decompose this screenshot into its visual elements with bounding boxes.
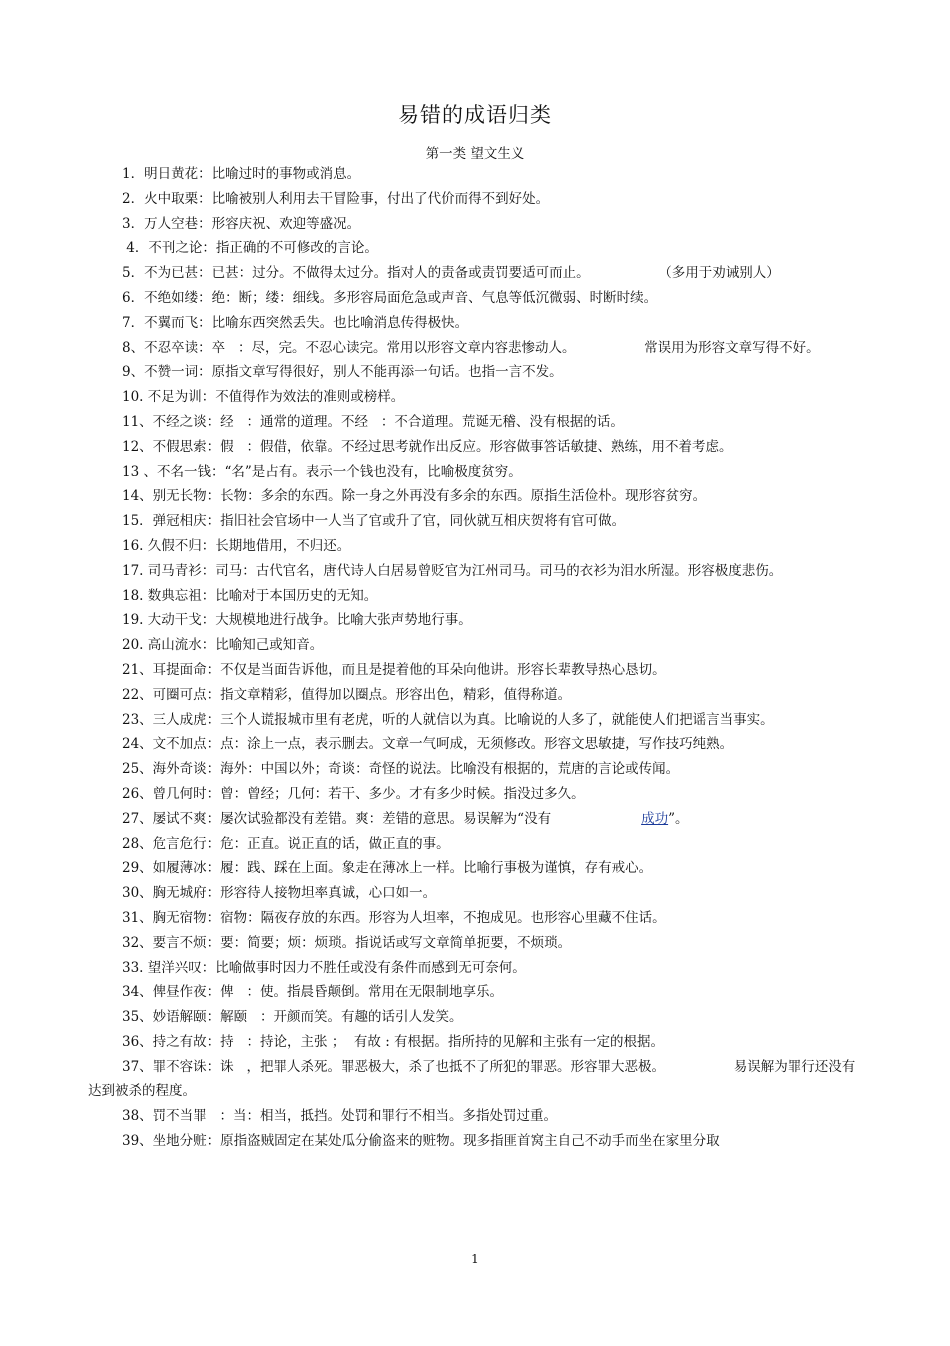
list-item: 6．不绝如缕：绝：断；缕：细线。多形容局面危急或声音、气息等低沉微弱、时断时续。 bbox=[122, 289, 658, 306]
section-heading: 第一类 望文生义 bbox=[425, 146, 525, 162]
list-item: 13 、不名一钱：“名”是占有。表示一个钱也没有，比喻极度贫穷。 bbox=[122, 463, 522, 480]
list-item: 19. 大动干戈：大规模地进行战争。比喻大张声势地行事。 bbox=[122, 612, 472, 629]
list-item: 15．弹冠相庆：指旧社会官场中一人当了官或升了官，同伙就互相庆贺将有官可做。 bbox=[122, 513, 626, 530]
list-item: 23、三人成虎：三个人谎报城市里有老虎，听的人就信以为真。比喻说的人多了，就能使人们把谣言当事实。 bbox=[122, 711, 774, 728]
list-item: 4．不刊之论：指正确的不可修改的言论。 bbox=[122, 240, 378, 257]
list-item: 7．不翼而飞：比喻东西突然丢失。也比喻消息传得极快。 bbox=[122, 314, 469, 331]
list-item: 12、不假思索：假 ：假借，依靠。不经过思考就作出反应。形容做事答话敏捷、熟练，用不着考虑。 bbox=[122, 438, 733, 455]
list-item: 10. 不足为训：不值得作为效法的准则或榜样。 bbox=[122, 389, 405, 406]
list-item: 21、耳提面命：不仅是当面告诉他，而且是提着他的耳朵向他讲。形容长辈教导热心恳切。 bbox=[122, 661, 666, 678]
list-item: 18. 数典忘祖：比喻对于本国历史的无知。 bbox=[122, 587, 378, 604]
list-item: 38、罚不当罪 ：当：相当，抵挡。处罚和罪行不相当。多指处罚过重。 bbox=[122, 1108, 558, 1125]
list-item: 24、文不加点：点：涂上一点，表示删去。文章一气呵成，无须修改。形容文思敏捷，写作技巧纯熟。 bbox=[122, 736, 734, 753]
idiom-list bbox=[88, 162, 860, 1154]
list-item: 1．明日黄花：比喻过时的事物或消息。 bbox=[122, 166, 361, 182]
list-item: 31、胸无宿物：宿物：隔夜存放的东西。形容为人坦率，不抱成见。也形容心里藏不住话。 bbox=[122, 909, 666, 926]
list-item: 29、如履薄冰：履：践、踩在上面。象走在薄冰上一样。比喻行事极为谨慎，存有戒心。 bbox=[122, 860, 653, 877]
list-item-27 bbox=[88, 807, 860, 832]
entry-27-link[interactable]: 成功 bbox=[641, 810, 669, 827]
list-item: 2．火中取栗：比喻被别人利用去干冒险事，付出了代价而得不到好处。 bbox=[122, 190, 550, 207]
list-item: 3．万人空巷：形容庆祝、欢迎等盛况。 bbox=[122, 215, 361, 232]
list-item: 37、罪不容诛：诛 ，把罪人杀死。罪恶极大，杀了也抵不了所犯的罪恶。形容罪大恶极。 易误解为罪行还没有达到被杀的程度。 bbox=[88, 1058, 856, 1100]
list-item: 39、坐地分赃：原指盗贼固定在某处瓜分偷盗来的赃物。现多指匪首窝主自己不动手而坐在家里分取 bbox=[122, 1133, 720, 1150]
list-item: 9、不赞一词：原指文章写得很好，别人不能再添一句话。也指一言不发。 bbox=[122, 364, 563, 381]
entry-27-end: ”。 bbox=[668, 810, 689, 827]
list-item: 33. 望洋兴叹：比喻做事时因力不胜任或没有条件而感到无可奈何。 bbox=[122, 959, 526, 976]
list-item: 36、持之有故：持 ：持论，主张 ； 有故 : 有根据。指所持的见解和主张有一定的根据。 bbox=[122, 1033, 665, 1050]
list-item: 22、可圈可点：指文章精彩，值得加以圈点。形容出色，精彩，值得称道。 bbox=[122, 686, 572, 703]
list-item: 35、妙语解颐：解颐 ：开颜而笑。有趣的话引人发笑。 bbox=[122, 1009, 463, 1026]
entry-27-text: 27、屡试不爽：屡次试验都没有差错。爽：差错的意思。易误解为“没有 bbox=[122, 810, 552, 827]
list-item: 25、海外奇谈：海外：中国以外；奇谈：奇怪的说法。比喻没有根据的，荒唐的言论或传闻。 bbox=[122, 761, 680, 778]
list-item: 14、别无长物：长物：多余的东西。除一身之外再没有多余的东西。原指生活俭朴。现形容贫穷。 bbox=[122, 488, 707, 505]
list-item: 8、不忍卒读：卒 ：尽，完。不忍心读完。常用以形容文章内容悲惨动人。 常误用为形容文章写得不好。 bbox=[122, 339, 820, 356]
list-item: 34、俾昼作夜：俾 ：使。指晨昏颠倒。常用在无限制地享乐。 bbox=[122, 984, 504, 1001]
page-title: 易错的成语归类 bbox=[398, 103, 552, 127]
list-item: 5．不为已甚：已甚：过分。不做得太过分。指对人的责备或责罚要适可而止。 （多用于劝诫别人） bbox=[122, 265, 780, 282]
list-item: 30、胸无城府：形容待人接物坦率真诚，心口如一。 bbox=[122, 885, 437, 902]
list-item: 28、危言危行：危：正直。说正直的话，做正直的事。 bbox=[122, 835, 450, 852]
list-item: 16. 久假不归：长期地借用，不归还。 bbox=[122, 537, 351, 554]
list-item: 26、曾几何时：曾：曾经；几何：若干、多少。才有多少时候。指没过多久。 bbox=[122, 785, 585, 802]
list-item: 20. 高山流水：比喻知己或知音。 bbox=[122, 637, 324, 654]
list-item: 32、要言不烦：要：简要；烦：烦琐。指说话或写文章简单扼要，不烦琐。 bbox=[122, 934, 572, 951]
list-item: 17. 司马青衫：司马：古代官名，唐代诗人白居易曾贬官为江州司马。司马的衣衫为泪水所湿。形容极度悲伤。 bbox=[122, 562, 783, 579]
page-number: 1 bbox=[471, 1252, 479, 1266]
list-item: 11、不经之谈：经 ：通常的道理。不经 ：不合道理。荒诞无稽、没有根据的话。 bbox=[122, 413, 624, 430]
